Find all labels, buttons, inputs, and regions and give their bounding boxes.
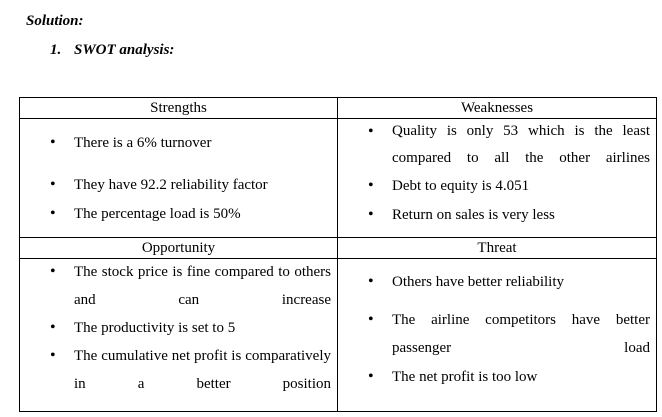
- opportunity-cell: [20, 259, 338, 412]
- opportunity-item: • The cumulative net profit is comparatively in a better position: [20, 342, 337, 398]
- weakness-item: • Return on sales is very less: [338, 205, 656, 225]
- weakness-item: • Debt to equity is 4.051: [338, 176, 656, 196]
- threat-item: • The airline competitors have better passenger load: [338, 306, 656, 362]
- opportunity-header: Opportunity: [20, 238, 338, 259]
- strengths-cell: [20, 119, 338, 238]
- section-number: 1.: [50, 42, 62, 58]
- weakness-item: • Quality is only 53 which is the least compared to all the other airlines: [338, 118, 656, 172]
- solution-heading: Solution:: [26, 13, 84, 29]
- opportunity-item: • The stock price is fine compared to others and can increase: [20, 258, 337, 314]
- threat-cell: [338, 259, 657, 412]
- strength-item: • The percentage load is 50%: [20, 204, 337, 224]
- section-heading: [50, 42, 174, 59]
- threat-item: • The net profit is too low: [338, 363, 656, 391]
- threat-header: Threat: [338, 238, 657, 259]
- weaknesses-cell: [338, 119, 657, 238]
- swot-table: [19, 97, 657, 412]
- strengths-header: Strengths: [20, 98, 338, 119]
- strength-item: • There is a 6% turnover: [20, 133, 337, 153]
- opportunity-item: • The productivity is set to 5: [20, 314, 337, 342]
- weaknesses-header: Weaknesses: [338, 98, 657, 119]
- section-title: SWOT analysis:: [74, 42, 175, 58]
- strength-item: • They have 92.2 reliability factor: [20, 175, 337, 195]
- threat-item: • Others have better reliability: [338, 272, 656, 292]
